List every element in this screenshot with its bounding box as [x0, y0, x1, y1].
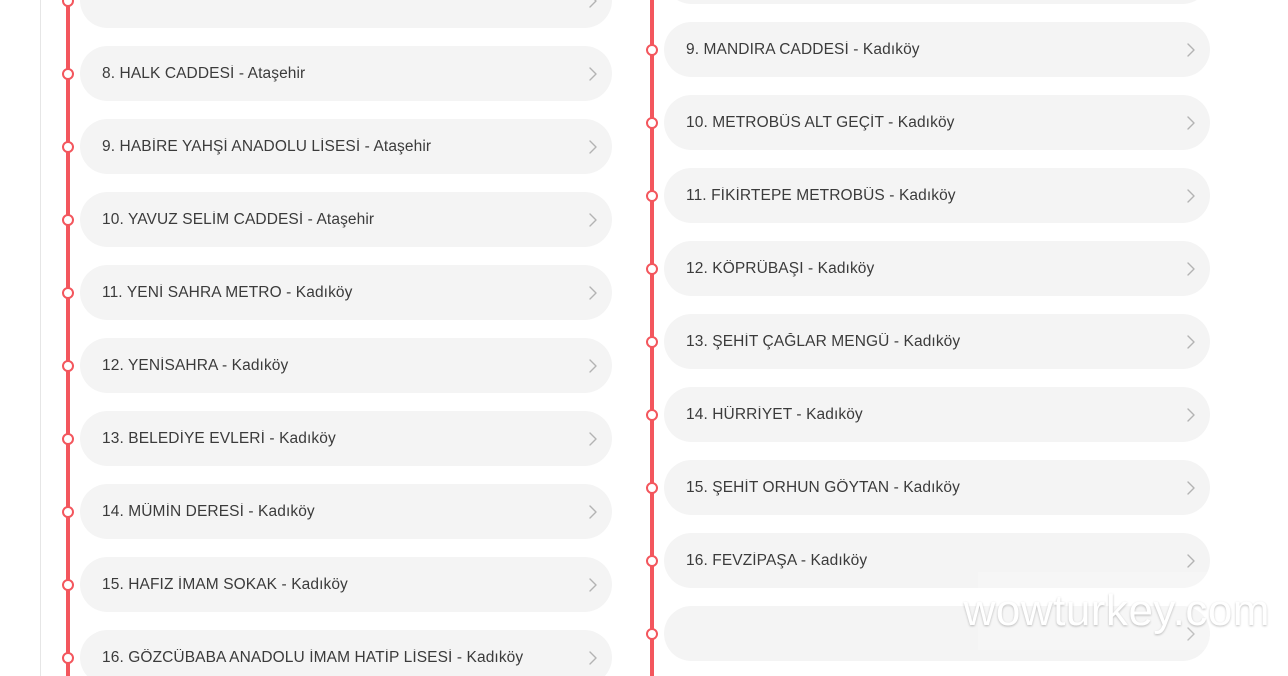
- chevron-right-icon[interactable]: [588, 285, 598, 301]
- list-item[interactable]: [56, 256, 626, 329]
- stop-card[interactable]: [80, 630, 612, 676]
- stop-label: 9. MANDIRA CADDESİ - Kadıköy: [686, 40, 920, 58]
- chevron-right-icon[interactable]: [1186, 115, 1196, 131]
- stop-dot-icon: [646, 263, 658, 275]
- stop-label: 15. ŞEHİT ORHUN GÖYTAN - Kadıköy: [686, 478, 960, 496]
- stop-label: 10. METROBÜS ALT GEÇİT - Kadıköy: [686, 113, 955, 131]
- chevron-right-icon[interactable]: [1186, 261, 1196, 277]
- list-item[interactable]: [640, 13, 1210, 86]
- stop-label: 12. YENİSAHRA - Kadıköy: [102, 356, 289, 374]
- stop-card[interactable]: [664, 314, 1210, 369]
- stop-card[interactable]: [664, 606, 1210, 661]
- list-item[interactable]: [640, 524, 1210, 597]
- stop-dot-icon: [62, 433, 74, 445]
- stop-dot-icon: [62, 214, 74, 226]
- stop-label: 11. YENİ SAHRA METRO - Kadıköy: [102, 283, 353, 301]
- stop-card[interactable]: [664, 0, 1210, 4]
- stop-label: 16. GÖZCÜBABA ANADOLU İMAM HATİP LİSESİ - Kadıköy: [102, 648, 524, 666]
- list-item[interactable]: [640, 86, 1210, 159]
- left-stop-items: [56, 0, 626, 676]
- stop-label: 13. BELEDİYE EVLERİ - Kadıköy: [102, 429, 336, 447]
- stop-label: 16. FEVZİPAŞA - Kadıköy: [686, 551, 868, 569]
- stop-card[interactable]: [664, 460, 1210, 515]
- list-item[interactable]: [640, 0, 1210, 13]
- chevron-right-icon[interactable]: [1186, 626, 1196, 642]
- stop-card[interactable]: [80, 46, 612, 101]
- stop-dot-icon: [62, 579, 74, 591]
- chevron-right-icon[interactable]: [588, 66, 598, 82]
- stop-label: 14. HÜRRİYET - Kadıköy: [686, 405, 863, 423]
- stop-dot-icon: [646, 482, 658, 494]
- stop-dot-icon: [62, 287, 74, 299]
- chevron-right-icon[interactable]: [1186, 407, 1196, 423]
- chevron-right-icon[interactable]: [588, 577, 598, 593]
- list-item[interactable]: [56, 475, 626, 548]
- chevron-right-icon[interactable]: [1186, 42, 1196, 58]
- chevron-right-icon[interactable]: [588, 212, 598, 228]
- stop-card[interactable]: [80, 192, 612, 247]
- list-item[interactable]: [640, 451, 1210, 524]
- chevron-right-icon[interactable]: [588, 139, 598, 155]
- list-item[interactable]: [56, 621, 626, 676]
- left-column: [56, 0, 626, 676]
- stop-card[interactable]: [80, 0, 612, 28]
- stop-dot-icon: [62, 652, 74, 664]
- stop-card[interactable]: [80, 411, 612, 466]
- stop-card[interactable]: [664, 22, 1210, 77]
- chevron-right-icon[interactable]: [588, 431, 598, 447]
- list-item[interactable]: [56, 37, 626, 110]
- stop-label: 10. YAVUZ SELİM CADDESİ - Ataşehir: [102, 210, 375, 228]
- right-stop-items: [640, 0, 1210, 670]
- list-item[interactable]: [640, 159, 1210, 232]
- stop-card[interactable]: [80, 557, 612, 612]
- list-item[interactable]: [640, 597, 1210, 670]
- stop-card[interactable]: [664, 241, 1210, 296]
- stop-card[interactable]: [664, 95, 1210, 150]
- stop-label: 14. MÜMİN DERESİ - Kadıköy: [102, 502, 315, 520]
- list-item[interactable]: [640, 232, 1210, 305]
- stop-dot-icon: [646, 336, 658, 348]
- list-item[interactable]: [640, 305, 1210, 378]
- list-item[interactable]: [56, 548, 626, 621]
- stop-dot-icon: [62, 360, 74, 372]
- list-item[interactable]: [56, 110, 626, 183]
- stop-card[interactable]: [80, 119, 612, 174]
- list-item[interactable]: [56, 402, 626, 475]
- page-left-divider: [40, 0, 41, 676]
- stop-card[interactable]: [664, 533, 1210, 588]
- chevron-right-icon[interactable]: [1186, 480, 1196, 496]
- stop-dot-icon: [646, 409, 658, 421]
- chevron-right-icon[interactable]: [588, 358, 598, 374]
- stop-dot-icon: [62, 506, 74, 518]
- stop-card[interactable]: [80, 484, 612, 539]
- stop-dot-icon: [62, 68, 74, 80]
- chevron-right-icon[interactable]: [1186, 334, 1196, 350]
- stop-dot-icon: [646, 190, 658, 202]
- stop-card[interactable]: [80, 338, 612, 393]
- stop-dot-icon: [62, 0, 74, 7]
- stop-label: 15. HAFIZ İMAM SOKAK - Kadıköy: [102, 575, 348, 593]
- watermark: wowturkey.com: [963, 586, 1270, 635]
- stop-card[interactable]: [664, 387, 1210, 442]
- list-item[interactable]: [640, 378, 1210, 451]
- chevron-right-icon[interactable]: [1186, 553, 1196, 569]
- stop-label: 9. HABİRE YAHŞİ ANADOLU LİSESİ - Ataşehir: [102, 137, 432, 155]
- chevron-right-icon[interactable]: [1186, 188, 1196, 204]
- stop-dot-icon: [646, 117, 658, 129]
- stop-card[interactable]: [664, 168, 1210, 223]
- stop-label: 11. FİKİRTEPE METROBÜS - Kadıköy: [686, 186, 956, 204]
- chevron-right-icon[interactable]: [588, 650, 598, 666]
- list-item[interactable]: [56, 329, 626, 402]
- stop-dot-icon: [646, 44, 658, 56]
- stop-label: 13. ŞEHİT ÇAĞLAR MENGÜ - Kadıköy: [686, 332, 961, 350]
- list-item[interactable]: [56, 183, 626, 256]
- stop-label: 8. HALK CADDESİ - Ataşehir: [102, 64, 306, 82]
- chevron-right-icon[interactable]: [588, 504, 598, 520]
- stop-label: 12. KÖPRÜBAŞI - Kadıköy: [686, 259, 875, 277]
- stop-dot-icon: [646, 628, 658, 640]
- list-item[interactable]: [56, 0, 626, 37]
- stop-dot-icon: [62, 141, 74, 153]
- right-column: [640, 0, 1210, 676]
- stop-card[interactable]: [80, 265, 612, 320]
- stop-dot-icon: [646, 555, 658, 567]
- chevron-right-icon[interactable]: [588, 0, 598, 9]
